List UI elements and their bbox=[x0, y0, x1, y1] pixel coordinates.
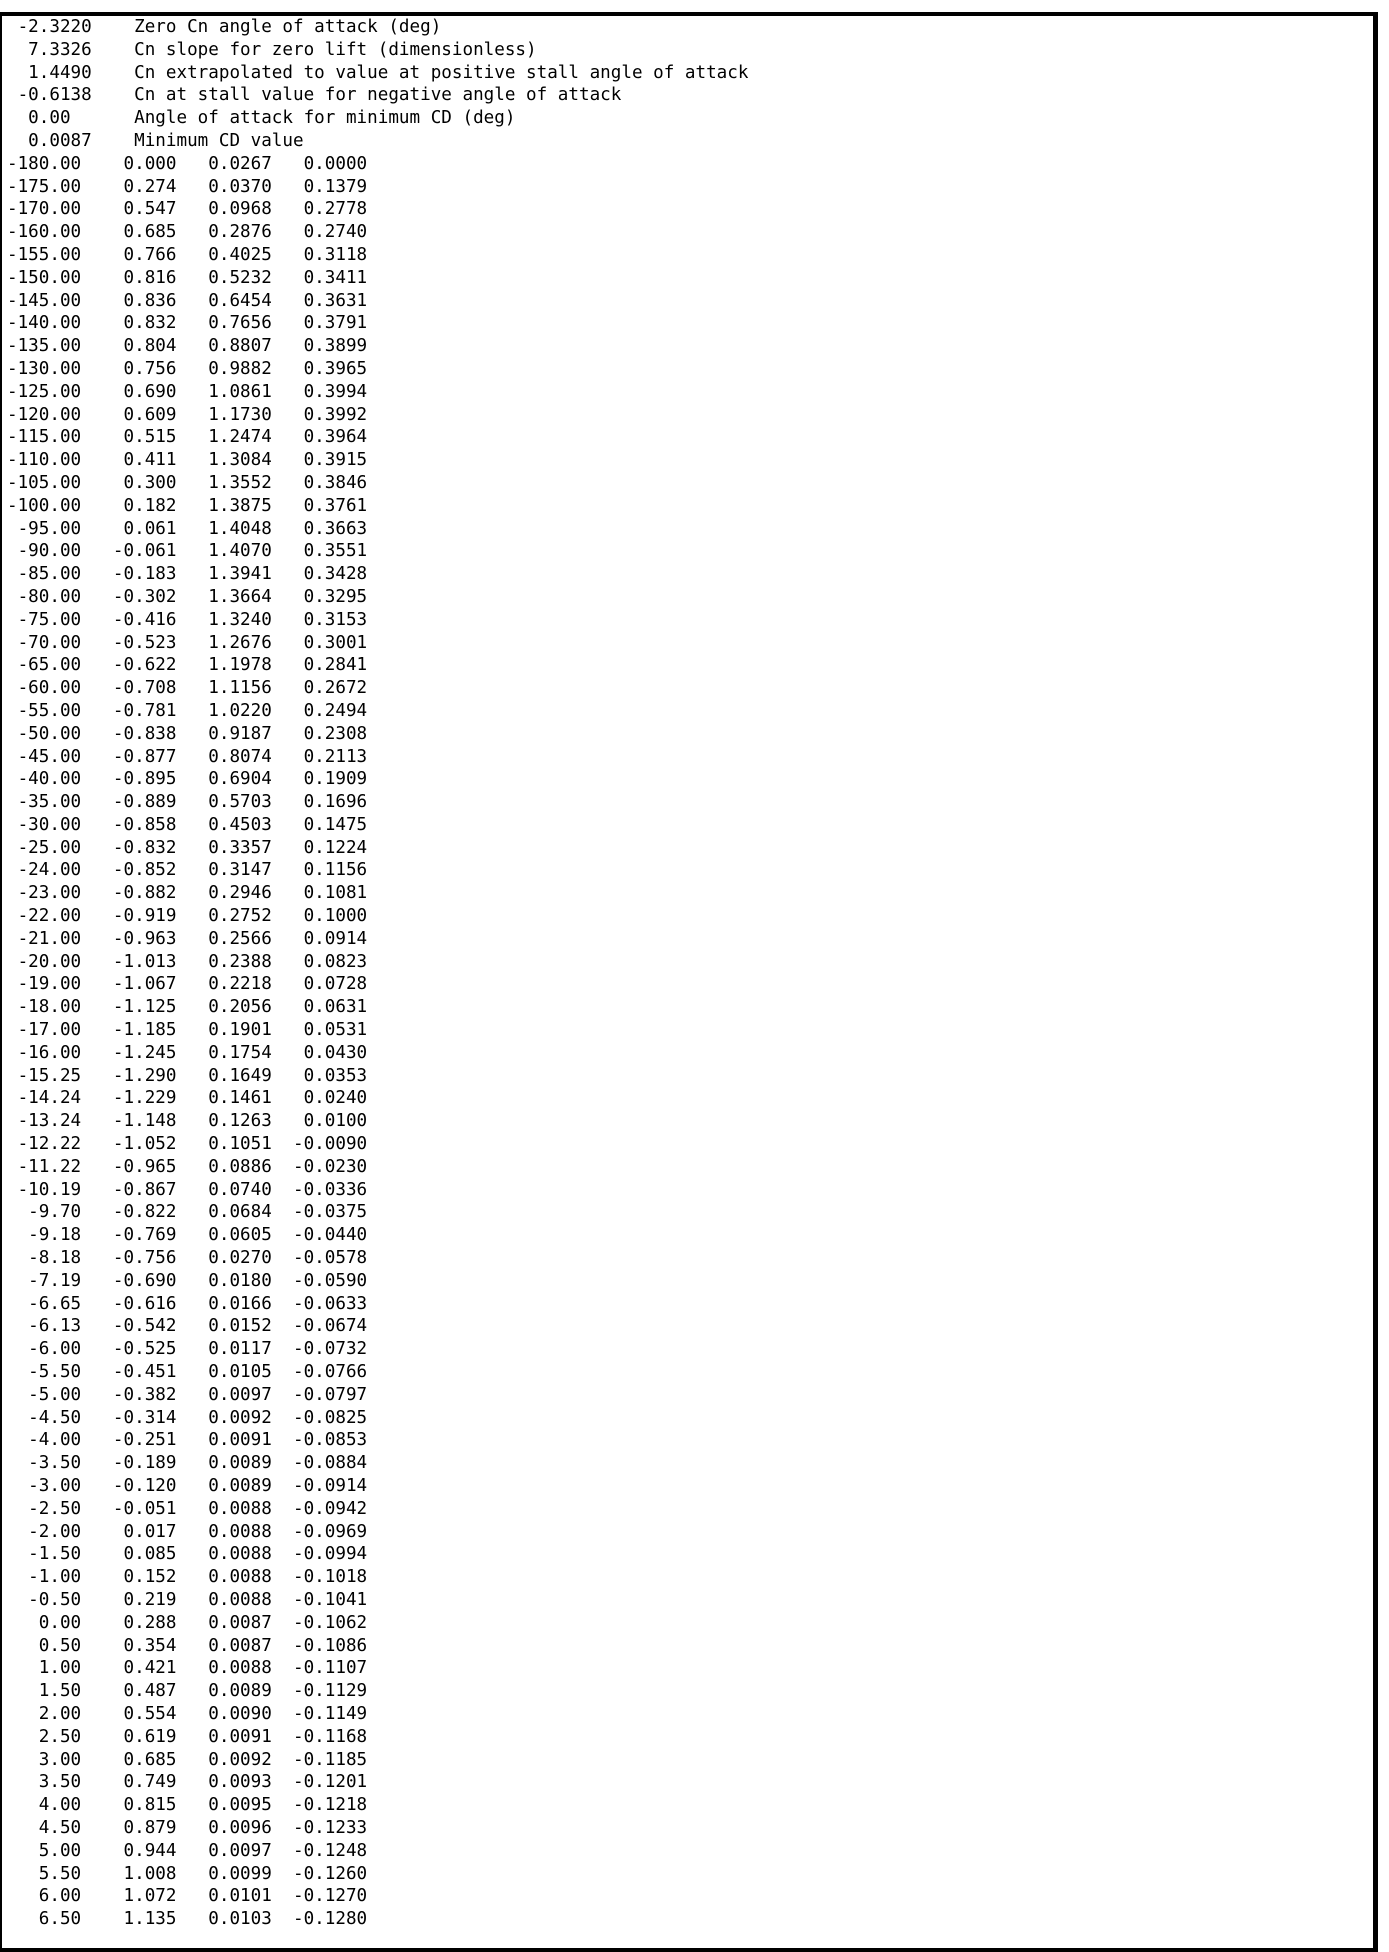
table-row: -11.22 -0.965 0.0886 -0.0230 bbox=[7, 1156, 368, 1177]
table-row: -95.00 0.061 1.4048 0.3663 bbox=[7, 518, 368, 539]
header-param-line: -2.3220 Zero Cn angle of attack (deg) bbox=[7, 17, 442, 37]
table-row: -180.00 0.000 0.0267 0.0000 bbox=[7, 153, 368, 174]
table-row: -155.00 0.766 0.4025 0.3118 bbox=[7, 244, 368, 265]
document-page bbox=[0, 12, 1378, 1952]
table-row: -100.00 0.182 1.3875 0.3761 bbox=[7, 495, 368, 516]
table-row: 0.50 0.354 0.0087 -0.1086 bbox=[7, 1635, 368, 1656]
table-row: -125.00 0.690 1.0861 0.3994 bbox=[7, 381, 368, 402]
table-row: 2.50 0.619 0.0091 -0.1168 bbox=[7, 1726, 368, 1747]
table-row: -2.00 0.017 0.0088 -0.0969 bbox=[7, 1521, 368, 1542]
header-param-line: -0.6138 Cn at stall value for negative angle of attack bbox=[7, 85, 622, 106]
table-row: -22.00 -0.919 0.2752 0.1000 bbox=[7, 906, 368, 927]
file-text bbox=[2, 16, 1373, 1931]
table-row: -6.13 -0.542 0.0152 -0.0674 bbox=[7, 1316, 368, 1337]
table-row: -75.00 -0.416 1.3240 0.3153 bbox=[7, 609, 368, 630]
table-row: 1.50 0.487 0.0089 -0.1129 bbox=[7, 1681, 368, 1702]
table-row: -45.00 -0.877 0.8074 0.2113 bbox=[7, 746, 368, 767]
table-row: 4.00 0.815 0.0095 -0.1218 bbox=[7, 1795, 368, 1816]
table-row: -130.00 0.756 0.9882 0.3965 bbox=[7, 358, 368, 379]
table-row: -2.50 -0.051 0.0088 -0.0942 bbox=[7, 1498, 368, 1519]
table-row: -16.00 -1.245 0.1754 0.0430 bbox=[7, 1042, 368, 1063]
table-row: -13.24 -1.148 0.1263 0.0100 bbox=[7, 1111, 368, 1132]
table-row: -3.50 -0.189 0.0089 -0.0884 bbox=[7, 1453, 368, 1474]
table-row: -4.00 -0.251 0.0091 -0.0853 bbox=[7, 1430, 368, 1451]
table-row: -6.00 -0.525 0.0117 -0.0732 bbox=[7, 1339, 368, 1360]
table-row: 1.00 0.421 0.0088 -0.1107 bbox=[7, 1658, 368, 1679]
table-row: -25.00 -0.832 0.3357 0.1224 bbox=[7, 837, 368, 858]
table-row: -35.00 -0.889 0.5703 0.1696 bbox=[7, 792, 368, 813]
table-row: -6.65 -0.616 0.0166 -0.0633 bbox=[7, 1293, 368, 1314]
table-row: -140.00 0.832 0.7656 0.3791 bbox=[7, 313, 368, 334]
header-param-line: 1.4490 Cn extrapolated to value at positive stall angle of attack bbox=[7, 62, 749, 83]
table-row: -4.50 -0.314 0.0092 -0.0825 bbox=[7, 1407, 368, 1428]
table-row: -105.00 0.300 1.3552 0.3846 bbox=[7, 472, 368, 493]
table-row: 6.00 1.072 0.0101 -0.1270 bbox=[7, 1886, 368, 1907]
table-row: -15.25 -1.290 0.1649 0.0353 bbox=[7, 1065, 368, 1086]
table-row: -70.00 -0.523 1.2676 0.3001 bbox=[7, 632, 368, 653]
table-row: -17.00 -1.185 0.1901 0.0531 bbox=[7, 1020, 368, 1041]
table-row: -8.18 -0.756 0.0270 -0.0578 bbox=[7, 1248, 368, 1269]
table-row: 6.50 1.135 0.0103 -0.1280 bbox=[7, 1909, 368, 1930]
table-row: -5.00 -0.382 0.0097 -0.0797 bbox=[7, 1384, 368, 1405]
table-row: -55.00 -0.781 1.0220 0.2494 bbox=[7, 700, 368, 721]
table-row: -23.00 -0.882 0.2946 0.1081 bbox=[7, 883, 368, 904]
header-param-line: 7.3326 Cn slope for zero lift (dimensionless) bbox=[7, 39, 537, 60]
table-row: -135.00 0.804 0.8807 0.3899 bbox=[7, 336, 368, 357]
table-row: -110.00 0.411 1.3084 0.3915 bbox=[7, 450, 368, 471]
table-row: -170.00 0.547 0.0968 0.2778 bbox=[7, 199, 368, 220]
table-row: -175.00 0.274 0.0370 0.1379 bbox=[7, 176, 368, 197]
table-row: -30.00 -0.858 0.4503 0.1475 bbox=[7, 814, 368, 835]
table-row: 4.50 0.879 0.0096 -0.1233 bbox=[7, 1817, 368, 1838]
table-row: 3.00 0.685 0.0092 -0.1185 bbox=[7, 1749, 368, 1770]
table-row: -85.00 -0.183 1.3941 0.3428 bbox=[7, 564, 368, 585]
table-row: 5.00 0.944 0.0097 -0.1248 bbox=[7, 1840, 368, 1861]
table-row: -20.00 -1.013 0.2388 0.0823 bbox=[7, 951, 368, 972]
table-row: -3.00 -0.120 0.0089 -0.0914 bbox=[7, 1476, 368, 1496]
table-row: -7.19 -0.690 0.0180 -0.0590 bbox=[7, 1270, 368, 1291]
table-row: -18.00 -1.125 0.2056 0.0631 bbox=[7, 997, 368, 1018]
table-row: -5.50 -0.451 0.0105 -0.0766 bbox=[7, 1362, 368, 1383]
table-row: -80.00 -0.302 1.3664 0.3295 bbox=[7, 586, 368, 607]
table-row: 0.00 0.288 0.0087 -0.1062 bbox=[7, 1612, 368, 1633]
table-row: -0.50 0.219 0.0088 -0.1041 bbox=[7, 1589, 368, 1610]
table-row: 2.00 0.554 0.0090 -0.1149 bbox=[7, 1703, 368, 1724]
table-row: -60.00 -0.708 1.1156 0.2672 bbox=[7, 678, 368, 699]
table-row: -120.00 0.609 1.1730 0.3992 bbox=[7, 404, 368, 425]
table-row: -40.00 -0.895 0.6904 0.1909 bbox=[7, 769, 368, 790]
table-row: -90.00 -0.061 1.4070 0.3551 bbox=[7, 541, 368, 562]
table-row: -1.50 0.085 0.0088 -0.0994 bbox=[7, 1544, 368, 1565]
table-row: -50.00 -0.838 0.9187 0.2308 bbox=[7, 723, 368, 744]
table-row: -145.00 0.836 0.6454 0.3631 bbox=[7, 290, 368, 311]
table-row: -115.00 0.515 1.2474 0.3964 bbox=[7, 427, 368, 448]
table-row: -21.00 -0.963 0.2566 0.0914 bbox=[7, 928, 368, 949]
table-row: -1.00 0.152 0.0088 -0.1018 bbox=[7, 1567, 368, 1588]
table-row: -19.00 -1.067 0.2218 0.0728 bbox=[7, 974, 368, 995]
table-row: -9.70 -0.822 0.0684 -0.0375 bbox=[7, 1202, 368, 1223]
table-row: -12.22 -1.052 0.1051 -0.0090 bbox=[7, 1134, 368, 1155]
table-row: -160.00 0.685 0.2876 0.2740 bbox=[7, 222, 368, 243]
table-row: -24.00 -0.852 0.3147 0.1156 bbox=[7, 860, 368, 881]
table-row: -10.19 -0.867 0.0740 -0.0336 bbox=[7, 1179, 368, 1200]
table-row: 5.50 1.008 0.0099 -0.1260 bbox=[7, 1863, 368, 1884]
header-param-line: 0.00 Angle of attack for minimum CD (deg) bbox=[7, 108, 516, 129]
table-row: -65.00 -0.622 1.1978 0.2841 bbox=[7, 655, 368, 676]
table-row: -150.00 0.816 0.5232 0.3411 bbox=[7, 267, 368, 288]
table-row: -14.24 -1.229 0.1461 0.0240 bbox=[7, 1088, 368, 1109]
table-row: -9.18 -0.769 0.0605 -0.0440 bbox=[7, 1225, 368, 1246]
header-param-line: 0.0087 Minimum CD value bbox=[7, 130, 304, 151]
table-row: 3.50 0.749 0.0093 -0.1201 bbox=[7, 1772, 368, 1793]
